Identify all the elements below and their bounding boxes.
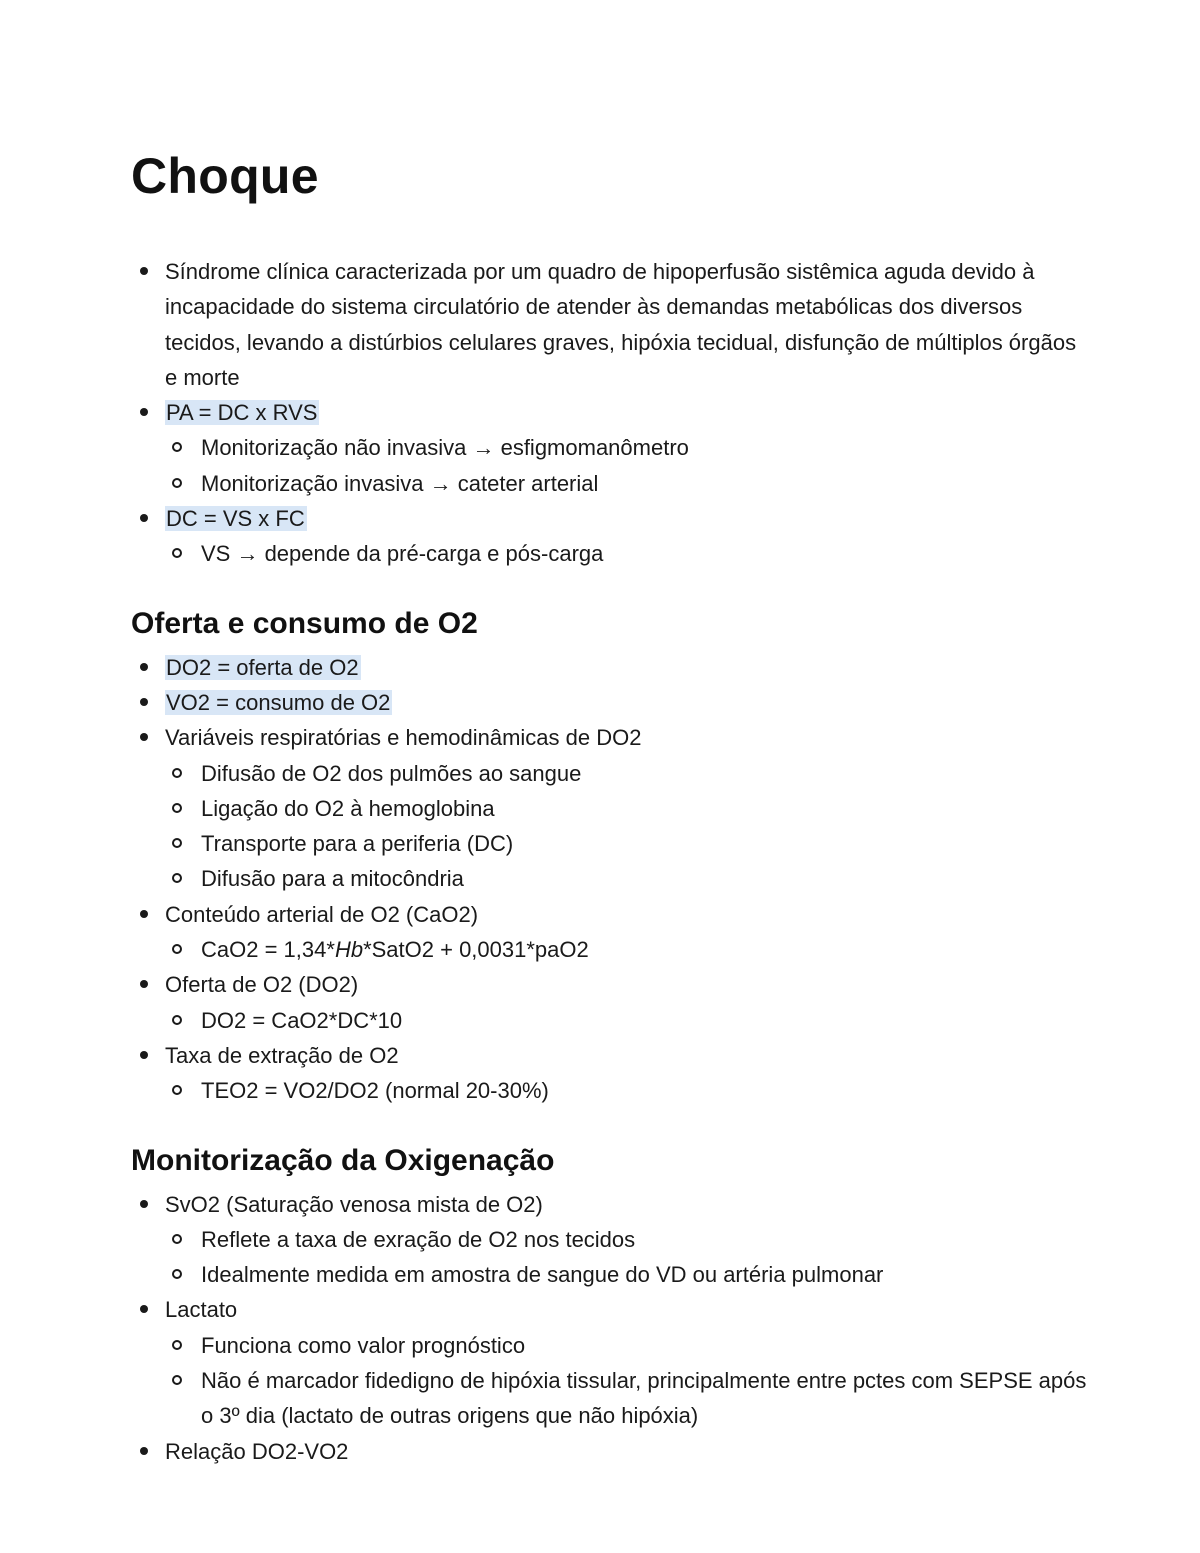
sub-list-item: DO2 = CaO2*DC*10 bbox=[165, 1003, 1091, 1038]
sub-list bbox=[165, 1073, 1091, 1108]
highlighted-formula: DC = VS x FC bbox=[166, 506, 305, 532]
list-item bbox=[131, 254, 1091, 395]
list-item bbox=[131, 967, 1091, 1038]
sub-list-item: Ligação do O2 à hemoglobina bbox=[165, 791, 1091, 826]
list-item-text: Conteúdo arterial de O2 (CaO2) bbox=[165, 901, 479, 927]
monitorizacao-list bbox=[131, 1187, 1091, 1469]
list-item bbox=[131, 650, 1091, 685]
list-item-text: Síndrome clínica caracterizada por um quadro de hipoperfusão sistêmica aguda devido à incapacidade do sistema circulatório de atender às demandas metabólicas dos diversos tecidos, levando a distúrbios celulares graves, hipóxia tecidual, disfunção de múltiplos órgãos e morte bbox=[165, 259, 1077, 390]
list-item bbox=[131, 1038, 1091, 1109]
list-item bbox=[131, 685, 1091, 720]
list-item bbox=[131, 1187, 1091, 1293]
sub-list bbox=[165, 1222, 1091, 1293]
formula-item bbox=[165, 932, 1091, 967]
list-item bbox=[131, 1292, 1091, 1433]
sub-list-item: Difusão de O2 dos pulmões ao sangue bbox=[165, 756, 1091, 791]
sub-list-item: Idealmente medida em amostra de sangue do VD ou artéria pulmonar bbox=[165, 1257, 1091, 1292]
formula-part: CaO2 = 1,34* bbox=[201, 937, 335, 963]
section-heading-monitorizacao: Monitorização da Oxigenação bbox=[131, 1143, 555, 1177]
list-item-text: Taxa de extração de O2 bbox=[165, 1042, 399, 1068]
list-item bbox=[131, 720, 1091, 896]
highlighted-definition: DO2 = oferta de O2 bbox=[166, 654, 359, 680]
list-item bbox=[131, 395, 1091, 501]
list-item bbox=[131, 1434, 1091, 1469]
formula-italic-part: Hb bbox=[334, 937, 364, 963]
sub-list bbox=[165, 1003, 1091, 1038]
formula-part: *SatO2 + 0,0031*paO2 bbox=[363, 937, 589, 963]
list-item bbox=[131, 897, 1091, 968]
sub-list-item: Monitorização não invasiva → esfigmomanômetro bbox=[165, 430, 1091, 465]
sub-list bbox=[165, 756, 1091, 897]
sub-list bbox=[165, 430, 1091, 501]
sub-list-item: Reflete a taxa de exração de O2 nos tecidos bbox=[165, 1222, 1091, 1257]
sub-list-item: Monitorização invasiva → cateter arterial bbox=[165, 466, 1091, 501]
list-item-text: Oferta de O2 (DO2) bbox=[165, 972, 359, 998]
document-page bbox=[131, 140, 1091, 1469]
oferta-list bbox=[131, 650, 1091, 1109]
list-item-text: SvO2 (Saturação venosa mista de O2) bbox=[165, 1191, 543, 1217]
sub-list-item: Funciona como valor prognóstico bbox=[165, 1328, 1091, 1363]
choque-list bbox=[131, 254, 1091, 572]
sub-list bbox=[165, 932, 1091, 967]
list-item-text: Variáveis respiratórias e hemodinâmicas de DO2 bbox=[165, 725, 642, 751]
list-item-text: Relação DO2-VO2 bbox=[165, 1438, 349, 1464]
list-item bbox=[131, 501, 1091, 572]
page-title: Choque bbox=[131, 148, 319, 204]
highlighted-formula: PA = DC x RVS bbox=[166, 400, 318, 426]
sub-list bbox=[165, 1328, 1091, 1434]
list-item-text: Lactato bbox=[165, 1297, 238, 1323]
sub-list-item: Difusão para a mitocôndria bbox=[165, 861, 1091, 896]
sub-list-item: TEO2 = VO2/DO2 (normal 20-30%) bbox=[165, 1073, 1091, 1108]
section-heading-oferta: Oferta e consumo de O2 bbox=[131, 606, 478, 640]
sub-list bbox=[165, 536, 1091, 571]
highlighted-definition: VO2 = consumo de O2 bbox=[166, 689, 391, 715]
sub-list-item: Não é marcador fidedigno de hipóxia tissular, principalmente entre pctes com SEPSE após o 3º dia (lactato de outras origens que não hipóxia) bbox=[165, 1363, 1091, 1434]
sub-list-item: VS → depende da pré-carga e pós-carga bbox=[165, 536, 1091, 571]
sub-list-item: Transporte para a periferia (DC) bbox=[165, 826, 1091, 861]
